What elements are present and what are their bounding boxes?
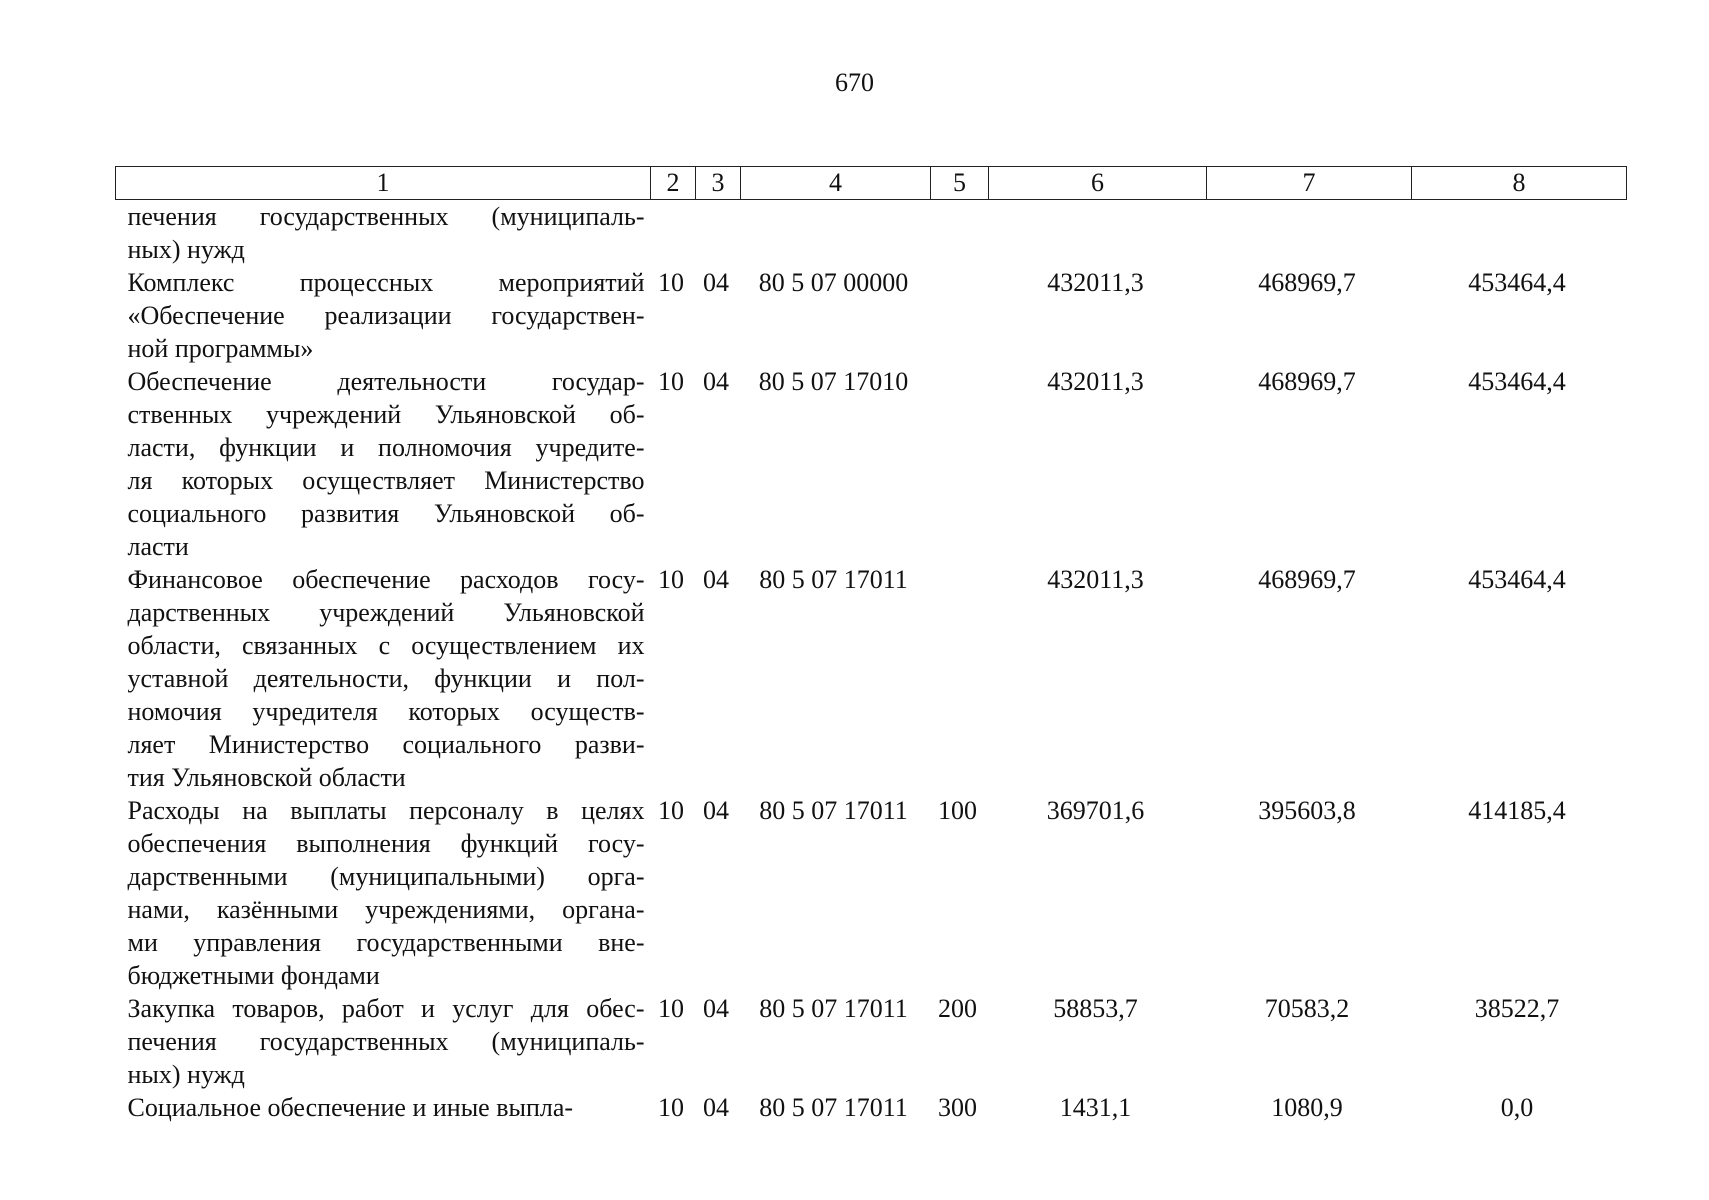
description-line: Социальное обеспечение и иные выпла-: [127, 1093, 574, 1122]
section-code: 10: [658, 367, 684, 396]
amount-col-7: 70583,2: [1264, 994, 1350, 1023]
expense-type-code: [931, 365, 989, 563]
section-code: 10: [658, 994, 684, 1023]
amount-col-8: 38522,7: [1474, 994, 1560, 1023]
expense-type-code: 200: [938, 994, 977, 1023]
target-article-code: 80 5 07 17011: [759, 796, 908, 825]
description-line: Закупка товаров, работ и услуг для обес-: [127, 994, 645, 1023]
description-line: ми управления государственными вне-: [127, 928, 645, 957]
table-header: [116, 167, 1627, 200]
amount-col-7: 468969,7: [1258, 268, 1356, 297]
description-line: ной программы»: [127, 334, 314, 363]
table-body: [116, 200, 1627, 1125]
subsection-code: [696, 200, 741, 267]
target-article-code: 80 5 07 17011: [759, 1093, 908, 1122]
table-row: [116, 365, 1627, 563]
table-row: [116, 563, 1627, 794]
budget-table-container: [115, 166, 1626, 1124]
target-article-code: 80 5 07 00000: [758, 268, 909, 297]
target-article-code: 80 5 07 17011: [759, 994, 908, 1023]
target-article-code: 80 5 07 17010: [758, 367, 909, 396]
amount-col-8: 453464,4: [1468, 565, 1566, 594]
header-col-4: 4: [741, 167, 931, 200]
table-row: [116, 200, 1627, 267]
description-line: нами, казёнными учреждениями, органа-: [127, 895, 645, 924]
header-col-3: 3: [696, 167, 741, 200]
expense-type-code: [931, 200, 989, 267]
section-code: 10: [658, 268, 684, 297]
section-code: 10: [658, 796, 684, 825]
description-line: ляет Министерство социального разви-: [127, 730, 645, 759]
description-line: уставной деятельности, функции и пол-: [127, 664, 645, 693]
amount-col-7: 468969,7: [1258, 565, 1356, 594]
description-line: ных) нужд: [127, 235, 245, 264]
header-col-8: 8: [1412, 167, 1627, 200]
subsection-code: 04: [703, 1093, 729, 1122]
description-line: Обеспечение деятельности государ-: [127, 367, 645, 396]
description-line: Расходы на выплаты персоналу в целях: [127, 796, 645, 825]
section-code: 10: [658, 1093, 684, 1122]
table-row: [116, 1091, 1627, 1124]
amount-col-7: 395603,8: [1258, 796, 1356, 825]
header-col-7: 7: [1207, 167, 1412, 200]
subsection-code: 04: [703, 268, 729, 297]
description-line: Финансовое обеспечение расходов госу-: [127, 565, 645, 594]
table-row: [116, 992, 1627, 1091]
amount-col-7: 468969,7: [1258, 367, 1356, 396]
description-line: обеспечения выполнения функций госу-: [127, 829, 645, 858]
expense-type-code: [931, 266, 989, 365]
description-line: печения государственных (муниципаль-: [127, 202, 645, 231]
description-line: области, связанных с осуществлением их: [127, 631, 645, 660]
row-description: [116, 1091, 651, 1124]
description-line: дарственными (муниципальными) орга-: [127, 862, 645, 891]
amount-col-7: 1080,9: [1271, 1093, 1343, 1122]
description-line: печения государственных (муниципаль-: [127, 1027, 645, 1056]
subsection-code: 04: [703, 796, 729, 825]
amount-col-6: 432011,3: [1047, 268, 1144, 297]
description-line: социального развития Ульяновской об-: [127, 499, 645, 528]
subsection-code: 04: [703, 994, 729, 1023]
table-row: [116, 794, 1627, 992]
target-article-code: 80 5 07 17011: [759, 565, 908, 594]
expense-type-code: 300: [938, 1093, 977, 1122]
description-line: ласти, функции и полномочия учредите-: [127, 433, 645, 462]
expense-type-code: 100: [938, 796, 977, 825]
section-code: 10: [658, 565, 684, 594]
table-row: [116, 266, 1627, 365]
description-line: ласти: [127, 532, 189, 561]
row-description: [116, 563, 651, 794]
amount-col-8: [1412, 200, 1627, 267]
subsection-code: 04: [703, 367, 729, 396]
amount-col-6: 58853,7: [1053, 994, 1138, 1023]
row-description: [116, 266, 651, 365]
description-line: Комплекс процессных мероприятий: [127, 268, 645, 297]
amount-col-6: 369701,6: [1046, 796, 1145, 825]
row-description: [116, 992, 651, 1091]
subsection-code: 04: [703, 565, 729, 594]
header-col-1: 1: [116, 167, 651, 200]
header-col-2: 2: [651, 167, 696, 200]
row-description: [116, 794, 651, 992]
description-line: ственных учреждений Ульяновской об-: [127, 400, 645, 429]
description-line: «Обеспечение реализации государствен-: [127, 301, 645, 330]
budget-table: [115, 166, 1627, 1124]
header-col-6: 6: [989, 167, 1207, 200]
header-col-5: 5: [931, 167, 989, 200]
description-line: ля которых осуществляет Министерство: [127, 466, 645, 495]
row-description: [116, 200, 651, 267]
amount-col-7: [1207, 200, 1412, 267]
amount-col-8: 453464,4: [1468, 268, 1566, 297]
amount-col-6: [989, 200, 1207, 267]
expense-type-code: [931, 563, 989, 794]
amount-col-6: 432011,3: [1047, 367, 1144, 396]
description-line: дарственных учреждений Ульяновской: [127, 598, 645, 627]
description-line: ных) нужд: [127, 1060, 245, 1089]
row-description: [116, 365, 651, 563]
page-number: 670: [835, 68, 874, 97]
target-article-code: [741, 200, 931, 267]
description-line: тия Ульяновской области: [127, 763, 406, 792]
description-line: бюджетными фондами: [127, 961, 380, 990]
amount-col-8: 0,0: [1500, 1093, 1534, 1122]
description-line: номочия учредителя которых осуществ-: [127, 697, 645, 726]
amount-col-6: 432011,3: [1047, 565, 1144, 594]
amount-col-8: 453464,4: [1468, 367, 1566, 396]
amount-col-6: 1431,1: [1059, 1093, 1132, 1122]
amount-col-8: 414185,4: [1468, 796, 1566, 825]
section-code: [651, 200, 696, 267]
